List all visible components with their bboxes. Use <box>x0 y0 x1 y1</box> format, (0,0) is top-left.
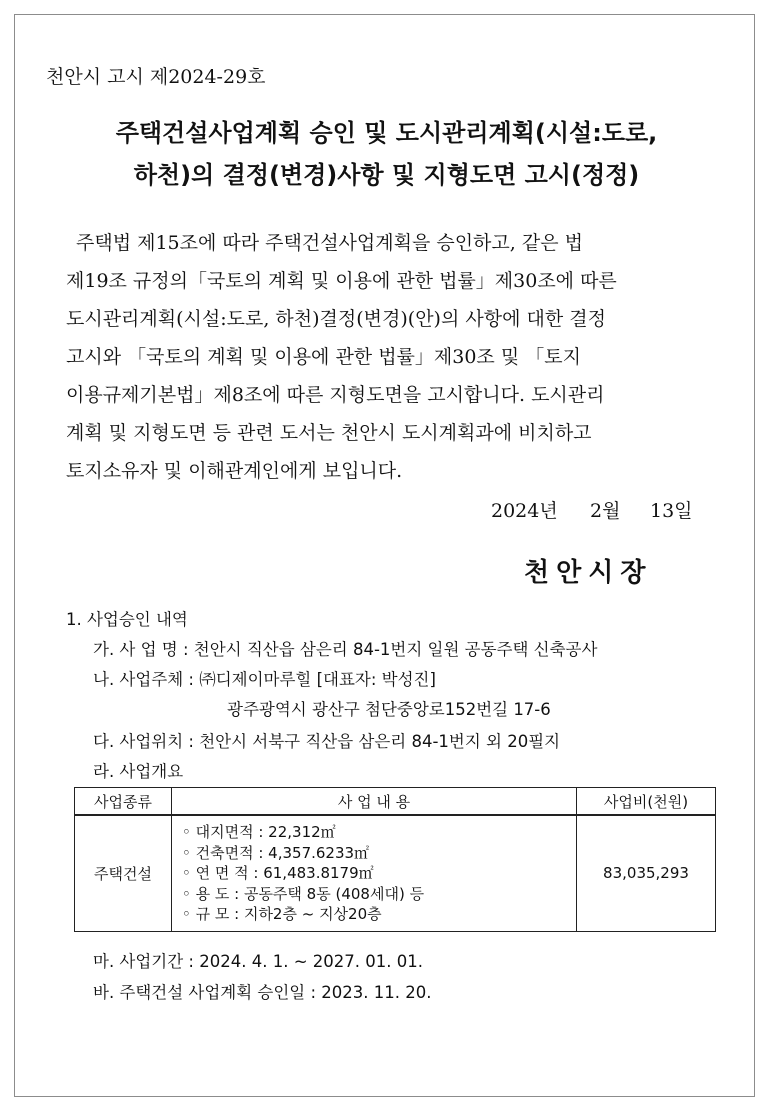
content-site-area: ◦ 대지면적 : 22,312㎡ <box>182 823 336 841</box>
header-content: 사 업 내 용 <box>172 788 577 816</box>
item-project-location: 다. 사업위치 : 천안시 서북구 직산읍 삼은리 84-1번지 외 20필지 <box>93 732 561 751</box>
title-line-1: 주택건설사업계획 승인 및 도시관리계획(시설:도로, <box>115 119 658 147</box>
title-line-2: 하천)의 결정(변경)사항 및 지형도면 고시(정정) <box>133 161 640 189</box>
content-total-floor-area: ◦ 연 면 적 : 61,483.8179㎡ <box>182 864 374 882</box>
cell-cost: 83,035,293 <box>577 815 716 931</box>
cell-content <box>172 815 577 931</box>
header-kind: 사업종류 <box>75 788 172 816</box>
date-month: 2월 <box>590 500 621 522</box>
cell-kind: 주택건설 <box>75 815 172 931</box>
content-building-area: ◦ 건축면적 : 4,357.6233㎡ <box>182 843 370 862</box>
content-scale: ◦ 규 모 : 지하2층 ~ 지상20층 <box>182 905 382 923</box>
body-line: 고시와 「국토의 계획 및 이용에 관한 법률」제30조 및 「토지 <box>66 346 581 368</box>
date-year: 2024년 <box>491 500 558 522</box>
table-header-row <box>75 788 716 816</box>
item-project-overview: 라. 사업개요 <box>93 762 184 781</box>
item-project-name: 가. 사 업 명 : 천안시 직산읍 삼은리 84-1번지 일원 공동주택 신축공사 <box>93 640 598 659</box>
body-line: 계획 및 지형도면 등 관련 도서는 천안시 도시계획과에 비치하고 <box>66 422 592 444</box>
table-row <box>75 815 716 931</box>
section-heading: 1. 사업승인 내역 <box>66 610 188 629</box>
item-owner-address: 광주광역시 광산구 첨단중앙로152번길 17-6 <box>227 700 551 719</box>
body-line: 주택법 제15조에 따라 주택건설사업계획을 승인하고, 같은 법 <box>76 232 583 254</box>
body-line: 토지소유자 및 이해관계인에게 보입니다. <box>66 460 403 482</box>
body-line: 이용규제기본법」제8조에 따른 지형도면을 고시합니다. 도시관리 <box>66 384 605 406</box>
issuer-name: 천안시장 <box>524 558 653 588</box>
body-line: 도시관리계획(시설:도로, 하천)결정(변경)(안)의 사항에 대한 결정 <box>66 308 606 330</box>
header-cost: 사업비(천원) <box>577 788 716 816</box>
body-line: 제19조 규정의「국토의 계획 및 이용에 관한 법률」제30조에 따른 <box>66 270 617 292</box>
notice-number: 천안시 고시 제2024-29호 <box>46 66 266 88</box>
item-approval-date: 바. 주택건설 사업계획 승인일 : 2023. 11. 20. <box>93 983 432 1002</box>
item-project-period: 마. 사업기간 : 2024. 4. 1. ~ 2027. 01. 01. <box>93 952 423 971</box>
project-summary-table <box>74 787 716 932</box>
date-day: 13일 <box>650 500 693 522</box>
item-project-owner: 나. 사업주체 : ㈜디제이마루힐 [대표자: 박성진] <box>93 670 436 689</box>
content-usage: ◦ 용 도 : 공동주택 8동 (408세대) 등 <box>182 884 425 903</box>
